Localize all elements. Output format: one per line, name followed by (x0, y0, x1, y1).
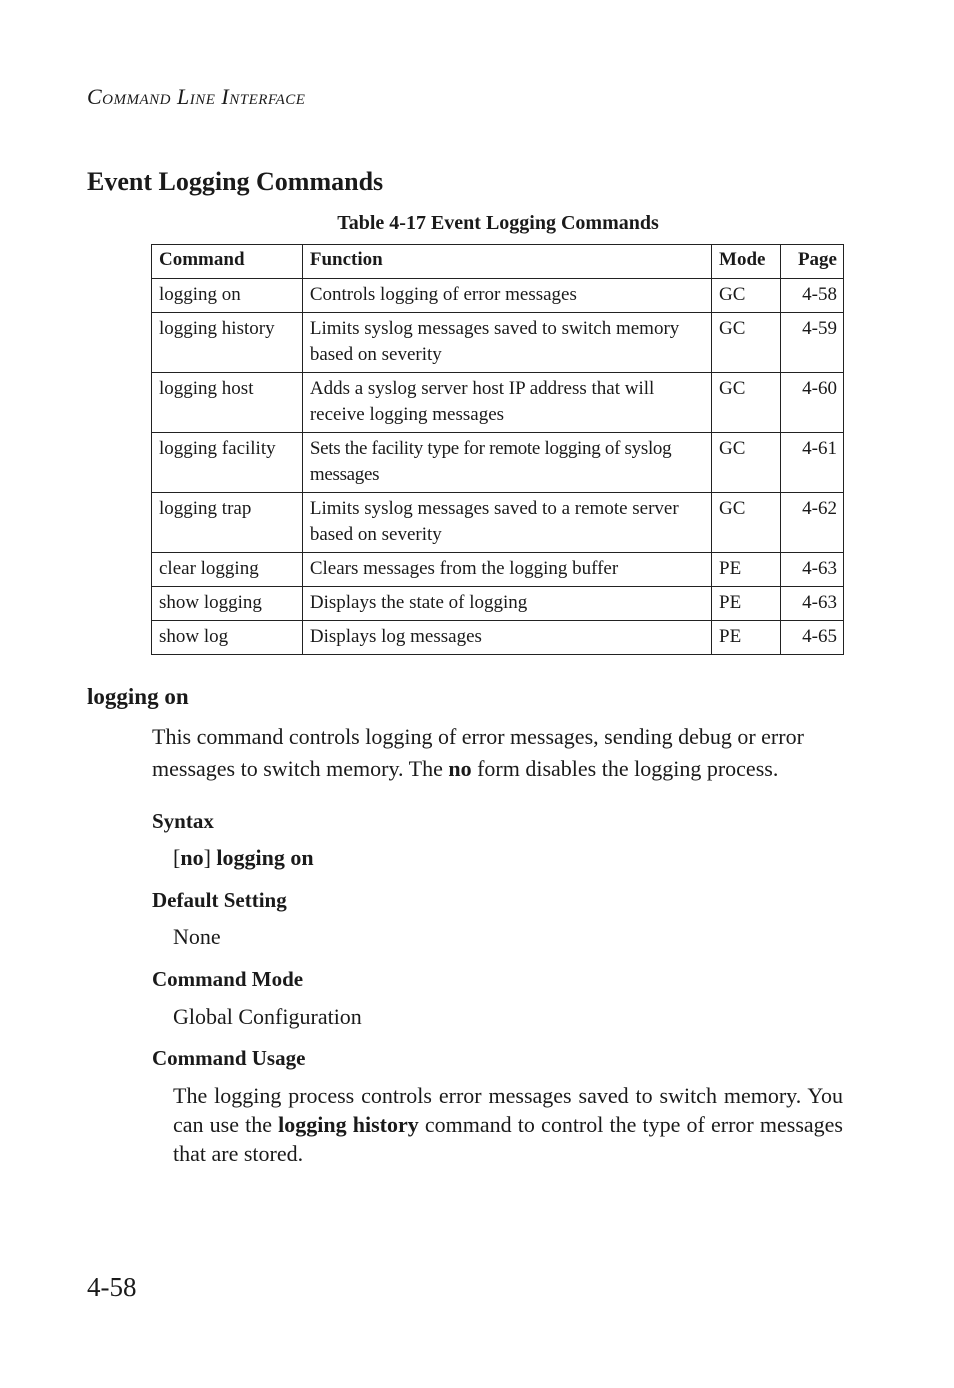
cell-function: Displays the state of logging (302, 587, 711, 621)
cell-mode: GC (712, 373, 781, 433)
description-bold-keyword: no (448, 756, 472, 781)
cell-mode: GC (712, 279, 781, 313)
command-description (152, 721, 852, 785)
cell-command: logging facility (152, 433, 303, 493)
cell-page: 4-65 (781, 621, 844, 655)
cell-function: Limits syslog messages saved to switch memory based on severity (302, 313, 711, 373)
default-setting-value: None (173, 924, 221, 949)
cell-mode: GC (712, 313, 781, 373)
cell-page: 4-59 (781, 313, 844, 373)
cell-function: Controls logging of error messages (302, 279, 711, 313)
cell-function: Sets the facility type for remote logging of syslog messages (302, 433, 711, 493)
table-row (152, 493, 844, 553)
cell-command: show log (152, 621, 303, 655)
usage-text-end: command to control the type of error messages that are stored. (173, 1112, 843, 1166)
header-command: Command (152, 245, 303, 279)
description-text: This command controls logging of error messages, sending debug or error messages to switch memory. The (152, 724, 804, 781)
cell-page: 4-61 (781, 433, 844, 493)
cell-function: Adds a syslog server host IP address that will receive logging messages (302, 373, 711, 433)
command-mode-heading: Command Mode (152, 967, 304, 991)
cell-mode: PE (712, 587, 781, 621)
cell-mode: GC (712, 433, 781, 493)
syntax-no-keyword: no (180, 845, 204, 870)
header-page: Page (781, 245, 844, 279)
header-mode: Mode (712, 245, 781, 279)
syntax-bracket-close: ] (203, 845, 217, 870)
cell-command: logging host (152, 373, 303, 433)
cell-page: 4-60 (781, 373, 844, 433)
command-usage-heading: Command Usage (152, 1046, 306, 1070)
syntax-bracket-open: [ (173, 845, 181, 870)
default-setting-heading: Default Setting (152, 888, 287, 912)
table-row (152, 373, 844, 433)
command-usage-text (173, 1081, 843, 1168)
usage-text: The logging process controls error messages saved to switch memory. You can use the (173, 1083, 843, 1137)
table-row (152, 313, 844, 373)
cell-page: 4-62 (781, 493, 844, 553)
cell-page: 4-63 (781, 553, 844, 587)
table-row (152, 553, 844, 587)
cell-mode: PE (712, 621, 781, 655)
cell-command: logging on (152, 279, 303, 313)
table-caption: Table 4-17 Event Logging Commands (337, 212, 659, 234)
running-head: Command Line Interface (87, 84, 306, 109)
table-row (152, 279, 844, 313)
page-number: 4-58 (87, 1272, 137, 1302)
syntax-command: logging on (216, 845, 314, 870)
cell-command: clear logging (152, 553, 303, 587)
table-header-row (152, 245, 844, 279)
syntax-line (173, 843, 314, 872)
cell-page: 4-58 (781, 279, 844, 313)
table-row (152, 621, 844, 655)
cell-command: logging history (152, 313, 303, 373)
cell-mode: PE (712, 553, 781, 587)
header-function: Function (302, 245, 711, 279)
syntax-heading: Syntax (152, 809, 214, 833)
cell-function: Limits syslog messages saved to a remote server based on severity (302, 493, 711, 553)
usage-bold-command: logging history (278, 1112, 419, 1137)
table-row (152, 587, 844, 621)
event-logging-commands-table (151, 244, 844, 655)
table-row (152, 433, 844, 493)
cell-command: show logging (152, 587, 303, 621)
section-title: Event Logging Commands (87, 167, 384, 196)
command-title: logging on (87, 684, 189, 709)
command-mode-value: Global Configuration (173, 1004, 362, 1029)
cell-mode: GC (712, 493, 781, 553)
description-text-end: form disables the logging process. (471, 756, 779, 781)
cell-function: Displays log messages (302, 621, 711, 655)
cell-command: logging trap (152, 493, 303, 553)
cell-function: Clears messages from the logging buffer (302, 553, 711, 587)
cell-page: 4-63 (781, 587, 844, 621)
